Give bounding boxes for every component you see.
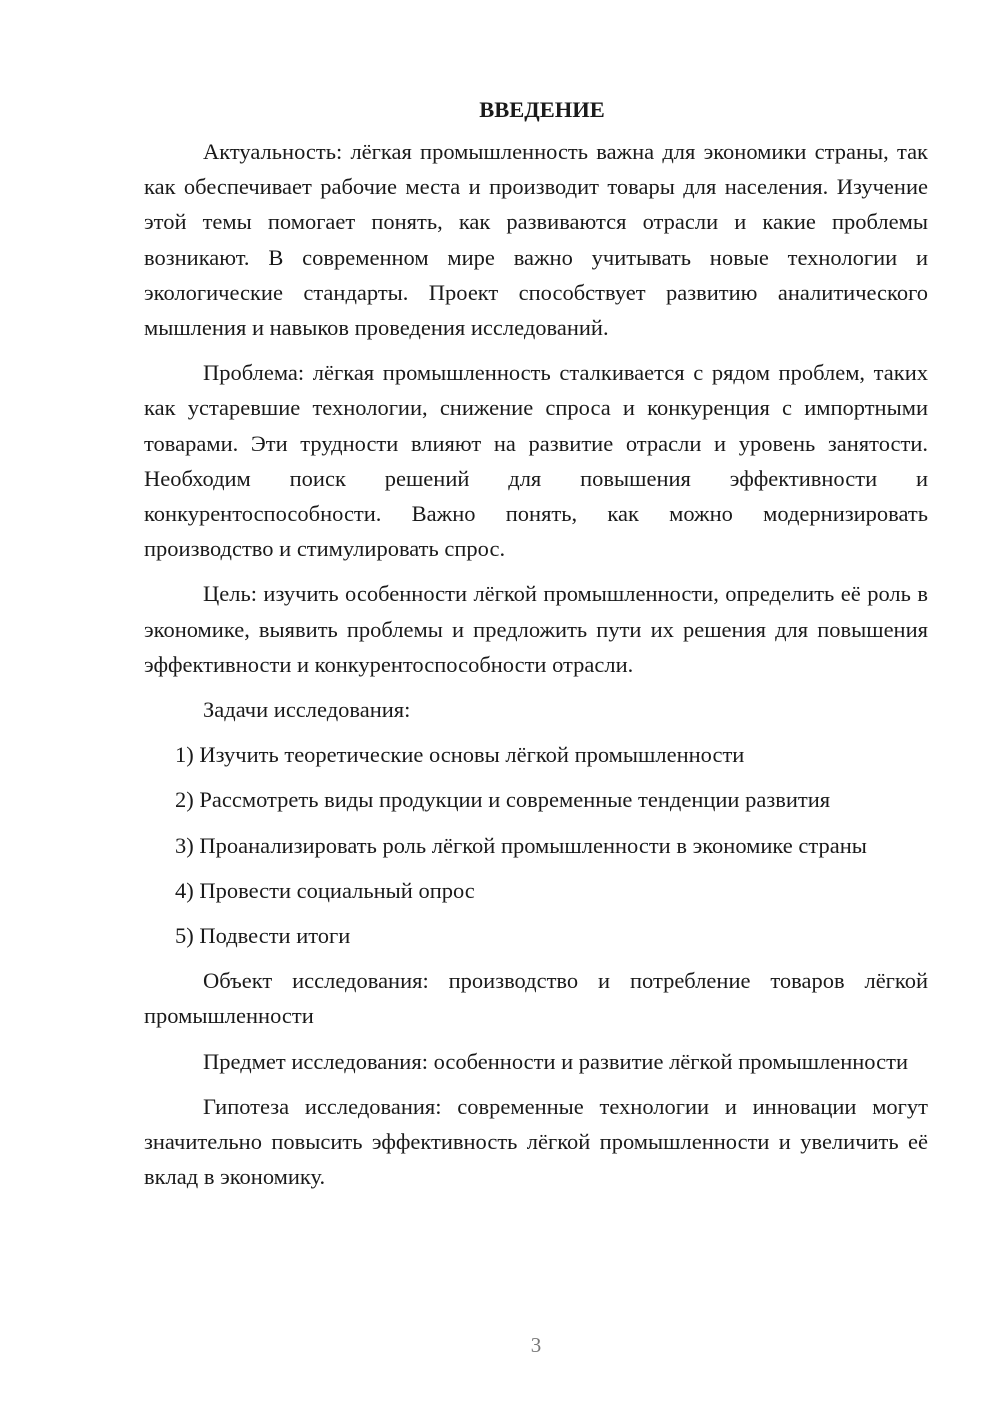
relevance-paragraph: Актуальность: лёгкая промышленность важна для экономики страны, так как обеспечивает рабочие места и производит товары для населения. Изучение этой темы помогает понять, как развиваются отрасли и какие проблемы возникают. В современном мире важно учитывать новые технологии и экологические стандарты. Проект способствует развитию аналитического мышления и навыков проведения исследований. <box>144 139 928 341</box>
section-heading: ВВЕДЕНИЕ <box>479 97 605 122</box>
object-paragraph: Объект исследования: производство и потребление товаров лёгкой промышленности <box>144 968 928 1029</box>
task-item: 4) Провести социальный опрос <box>175 877 475 903</box>
task-item: 3) Проанализировать роль лёгкой промышленности в экономике страны <box>175 832 867 858</box>
hypothesis-paragraph: Гипотеза исследования: современные технологии и инновации могут значительно повысить эффективность лёгкой промышленности и увеличить её вклад в экономику. <box>144 1093 928 1190</box>
page-number: 3 <box>530 1333 542 1357</box>
tasks-title: Задачи исследования: <box>203 697 411 723</box>
task-item: 5) Подвести итоги <box>175 923 351 949</box>
task-item: 1) Изучить теоретические основы лёгкой промышленности <box>175 742 745 768</box>
subject-paragraph: Предмет исследования: особенности и развитие лёгкой промышленности <box>203 1048 908 1074</box>
problem-paragraph: Проблема: лёгкая промышленность сталкивается с рядом проблем, таких как устаревшие технологии, снижение спроса и конкуренция с импортными товарами. Эти трудности влияют на развитие отрасли и уровень занятости. Необходим поиск решений для повышения эффективности и конкурентоспособности. Важно понять, как можно модернизировать производство и стимулировать спрос. <box>144 360 928 562</box>
page-content <box>144 92 928 1204</box>
goal-paragraph: Цель: изучить особенности лёгкой промышленности, определить её роль в экономике, выявить проблемы и предложить пути их решения для повышения эффективности и конкурентоспособности отрасли. <box>144 581 928 677</box>
task-item: 2) Рассмотреть виды продукции и современные тенденции развития <box>175 787 831 813</box>
